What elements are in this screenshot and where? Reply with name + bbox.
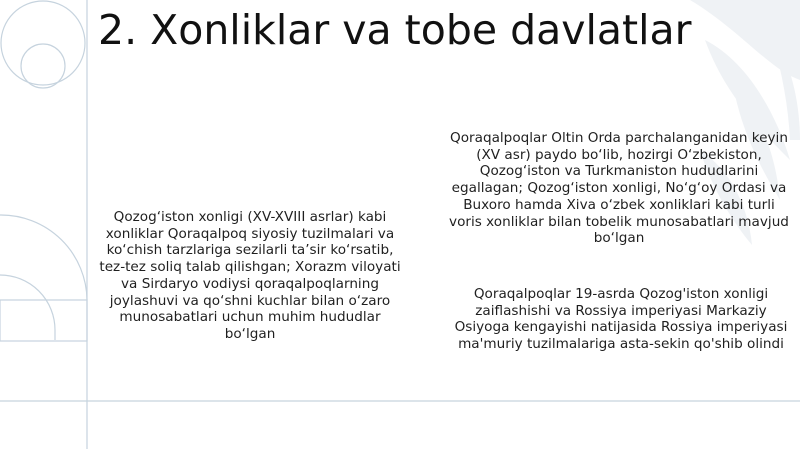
right-paragraph-bottom: Qoraqalpoqlar 19-asrda Qozog'iston xonligi zaiflashishi va Rossiya imperiyasi Markaziy Osiyoga kengayishi natijasida Rossiya imperiyasi ma'muriy tuzilmalariga asta-sekin qo'shib olindi — [454, 286, 788, 353]
right-paragraph-top: Qoraqalpoqlar Oltin Orda parchalanganidan keyin (XV asr) paydo bo‘lib, hozirgi O‘zbekiston, Qozog‘iston va Turkmaniston hududlarini egallagan; Qozog‘iston xonligi, No‘g‘oy Ordasi va Buxoro hamda Xiva o‘zbek xonliklari kabi turli voris xonliklar bilan tobelik munosabatlari mavjud bo‘lgan — [449, 130, 789, 247]
left-lower-arc — [0, 275, 55, 340]
top-outer-circle — [1, 1, 85, 85]
left-rect-outline — [0, 300, 87, 341]
left-arc — [0, 215, 87, 300]
left-paragraph: Qozog‘iston xonligi (XV-XVIII asrlar) kabi xonliklar Qoraqalpoq siyosiy tuzilmalari va ko‘chish tarzlariga sezilarli ta’sir ko‘rsatib, tez-tez soliq talab qilishgan; Xorazm viloyati va Sirdaryo vodiysi qoraqalpoqlarning joylashuvi va qo‘shni kuchlar bilan o‘zaro munosabatlari uchun muhim hududlar bo‘lgan — [99, 209, 401, 342]
slide-title: 2. Xonliklar va tobe davlatlar — [98, 6, 692, 54]
top-inner-circle — [21, 44, 65, 88]
